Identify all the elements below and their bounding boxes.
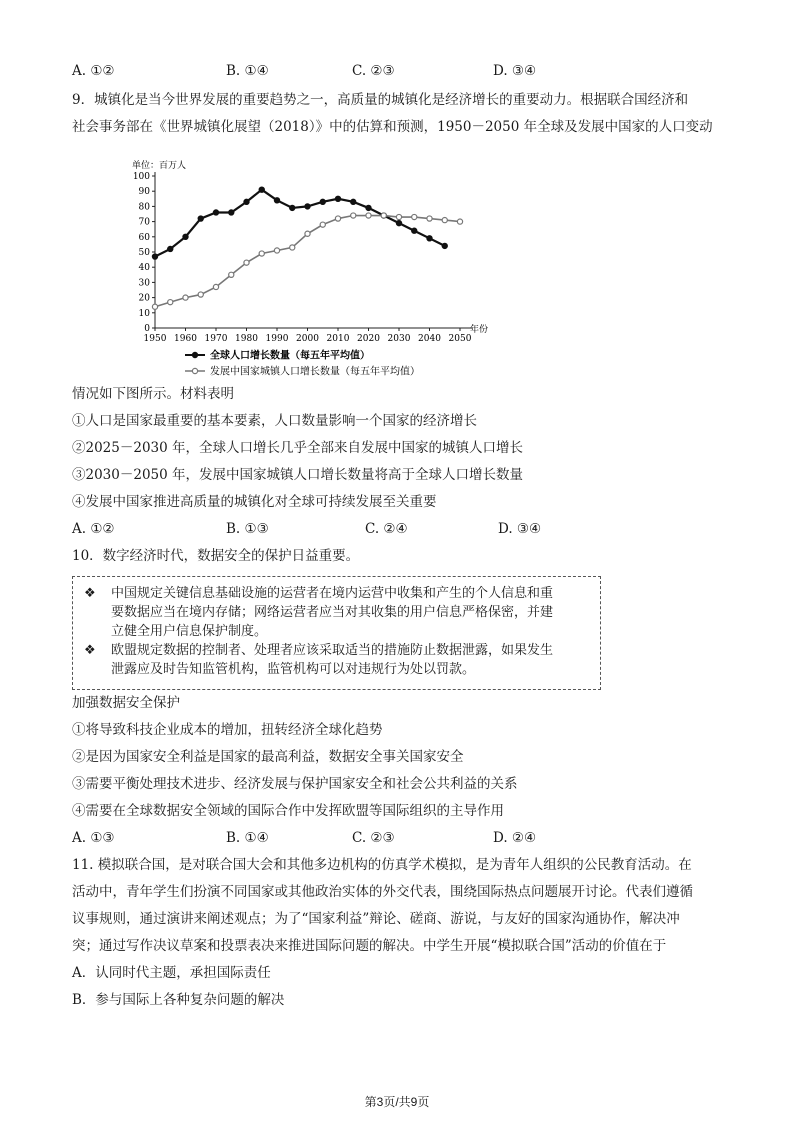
q9-stem-line3: 情况如下图所示。材料表明: [72, 386, 234, 402]
series-2-point: [229, 272, 234, 277]
series-1-point: [427, 236, 432, 241]
series-2-point: [213, 284, 218, 289]
series-1-point: [152, 254, 157, 259]
q9-option-a: A. ①②: [72, 521, 115, 537]
series-1-point: [198, 216, 203, 221]
x-tick-label: 2010: [326, 334, 350, 344]
q11-line1: 11. 模拟联合国，是对联合国大会和其他多边机构的仿真学术模拟，是为青年人组织的公民教育活动。在: [72, 857, 692, 873]
series-1-point: [229, 210, 234, 215]
material-item2-line1: 欧盟规定数据的控制者、处理者应该采取适当的措施防止数据泄露，如果发生: [111, 643, 554, 658]
y-tick-label: 0: [144, 324, 150, 334]
q9-stem-line1: 9．城镇化是当今世界发展的重要趋势之一，高质量的城镇化是经济增长的重要动力。根据联合国经济和: [72, 92, 689, 108]
series-2-point: [442, 217, 447, 222]
x-tick-label: 2020: [357, 334, 380, 344]
q10-statement-1: ①将导致科技企业成本的增加，扭转经济全球化趋势: [72, 722, 383, 738]
q10-lead: 加强数据安全保护: [72, 695, 180, 711]
chart-unit-label: 单位：百万人: [132, 161, 187, 171]
q9-statement-3: ③2030－2050 年，发展中国家城镇人口增长数量将高于全球人口增长数量: [72, 467, 524, 483]
series-1-point: [244, 199, 249, 204]
q8-option-d: D. ③④: [493, 63, 537, 79]
series-2-point: [152, 304, 157, 309]
series-2-point: [320, 222, 325, 227]
x-tick-label: 1980: [235, 334, 258, 344]
series-2-point: [366, 213, 371, 218]
q9-stem-line2: 社会事务部在《世界城镇化展望（2018）》中的估算和预测，1950－2050 年全球及发展中国家的人口变动: [72, 119, 713, 135]
y-tick-label: 10: [138, 308, 150, 319]
series-1-point: [366, 205, 371, 210]
legend-marker-2: [192, 368, 197, 373]
x-tick-label: 1970: [204, 334, 228, 344]
series-1-point: [290, 205, 295, 210]
q11-option-a: A．认同时代主题，承担国际责任: [72, 965, 271, 981]
series-1-point: [259, 187, 264, 192]
y-tick-label: 90: [138, 187, 150, 198]
y-tick-label: 100: [132, 172, 150, 182]
series-2-point: [290, 245, 295, 250]
y-tick-label: 60: [138, 232, 150, 243]
x-tick-label: 1960: [174, 334, 197, 344]
series-2-point: [183, 295, 188, 300]
series-1-point: [183, 234, 188, 239]
material-item2-line2: 泄露应及时告知监管机构，监管机构可以对违规行为处以罚款。: [111, 662, 476, 677]
series-1-point: [305, 204, 310, 209]
series-2-point: [381, 213, 386, 218]
y-tick-label: 80: [138, 202, 150, 213]
q10-statement-4: ④需要在全球数据安全领域的国际合作中发挥欧盟等国际组织的主导作用: [72, 803, 504, 819]
series-1-point: [335, 196, 340, 201]
q10-option-b: B. ①④: [226, 830, 269, 846]
q10-option-d: D. ②④: [493, 830, 537, 846]
q11-line4: 突；通过写作决议草案和投票表决来推进国际问题的解决。中学生开展“模拟联合国”活动的价值在于: [72, 938, 667, 954]
x-tick-label: 2030: [387, 334, 411, 344]
material-item1-line1: 中国规定关键信息基础设施的运营者在境内运营中收集和产生的个人信息和重: [111, 586, 554, 601]
q8-option-a: A. ①②: [72, 63, 115, 79]
q10-option-a: A. ①③: [72, 830, 115, 846]
series-2-point: [198, 292, 203, 297]
legend-label-1: 全球人口增长数量（每五年平均值）: [210, 350, 370, 362]
legend-marker-1: [192, 352, 197, 357]
q10-material-box: [72, 576, 601, 690]
series-1-point: [351, 199, 356, 204]
series-2-point: [168, 300, 173, 305]
q9-option-d: D. ③④: [498, 521, 542, 537]
q9-statement-2: ②2025－2030 年，全球人口增长几乎全部来自发展中国家的城镇人口增长: [72, 440, 524, 456]
y-tick-label: 70: [138, 217, 150, 228]
population-chart: [130, 152, 490, 384]
material-item1-line2: 要数据应当在境内存储；网络运营者应当对其收集的用户信息严格保密，并建: [111, 605, 554, 620]
series-1-point: [412, 228, 417, 233]
x-tick-label: 2040: [418, 334, 441, 344]
q11-option-b: B．参与国际上各种复杂问题的解决: [72, 992, 285, 1008]
bullet-icon: ❖: [84, 643, 96, 658]
q10-statement-3: ③需要平衡处理技术进步、经济发展与保护国家安全和社会公共利益的关系: [72, 776, 518, 792]
series-2-point: [457, 219, 462, 224]
series-1-point: [442, 243, 447, 248]
legend-label-2: 发展中国家城镇人口增长数量（每五年平均值）: [210, 366, 420, 378]
x-axis-label: 年份: [470, 325, 489, 335]
y-tick-label: 20: [138, 293, 150, 304]
q10-option-c: C. ②③: [352, 830, 395, 846]
series-1-point: [320, 199, 325, 204]
x-tick-label: 1950: [143, 334, 167, 344]
series-1-point: [213, 210, 218, 215]
series-2-point: [335, 216, 340, 221]
x-tick-label: 1990: [265, 334, 289, 344]
x-tick-label: 2050: [448, 334, 472, 344]
q9-statement-1: ①人口是国家最重要的基本要素，人口数量影响一个国家的经济增长: [72, 413, 477, 429]
q11-line3: 议事规则，通过演讲来阐述观点；为了“国家利益”辩论、磋商、游说，与友好的国家沟通协作，解决冲: [72, 911, 680, 927]
q8-option-c: C. ②③: [352, 63, 395, 79]
q8-option-b: B. ①④: [226, 63, 269, 79]
series-2-point: [351, 213, 356, 218]
series-2-point: [259, 251, 264, 256]
series-2-point: [244, 260, 249, 265]
q9-statement-4: ④发展中国家推进高质量的城镇化对全球可持续发展至关重要: [72, 494, 437, 510]
material-item1-line3: 立健全用户信息保护制度。: [111, 624, 268, 639]
q10-statement-2: ②是因为国家安全利益是国家的最高利益，数据安全事关国家安全: [72, 749, 464, 765]
q11-line2: 活动中，青年学生们扮演不同国家或其他政治实体的外交代表，围绕国际热点问题展开讨论。代表们遵循: [72, 884, 693, 900]
q9-option-c: C. ②④: [365, 521, 408, 537]
bullet-icon: ❖: [84, 586, 96, 601]
page-footer: 第3页/共9页: [364, 1095, 430, 1109]
series-1-point: [274, 198, 279, 203]
x-tick-label: 2000: [296, 334, 319, 344]
y-tick-label: 40: [138, 263, 150, 274]
series-1-point: [396, 221, 401, 226]
q10-stem: 10．数字经济时代，数据安全的保护日益重要。: [72, 548, 360, 564]
y-tick-label: 50: [138, 248, 150, 258]
series-2-point: [412, 214, 417, 219]
series-2-point: [274, 248, 279, 253]
series-2-point: [305, 231, 310, 236]
series-1-point: [168, 246, 173, 251]
series-2-point: [396, 214, 401, 219]
q9-option-b: B. ①③: [226, 521, 269, 537]
y-tick-label: 30: [138, 278, 150, 289]
series-2-point: [427, 216, 432, 221]
